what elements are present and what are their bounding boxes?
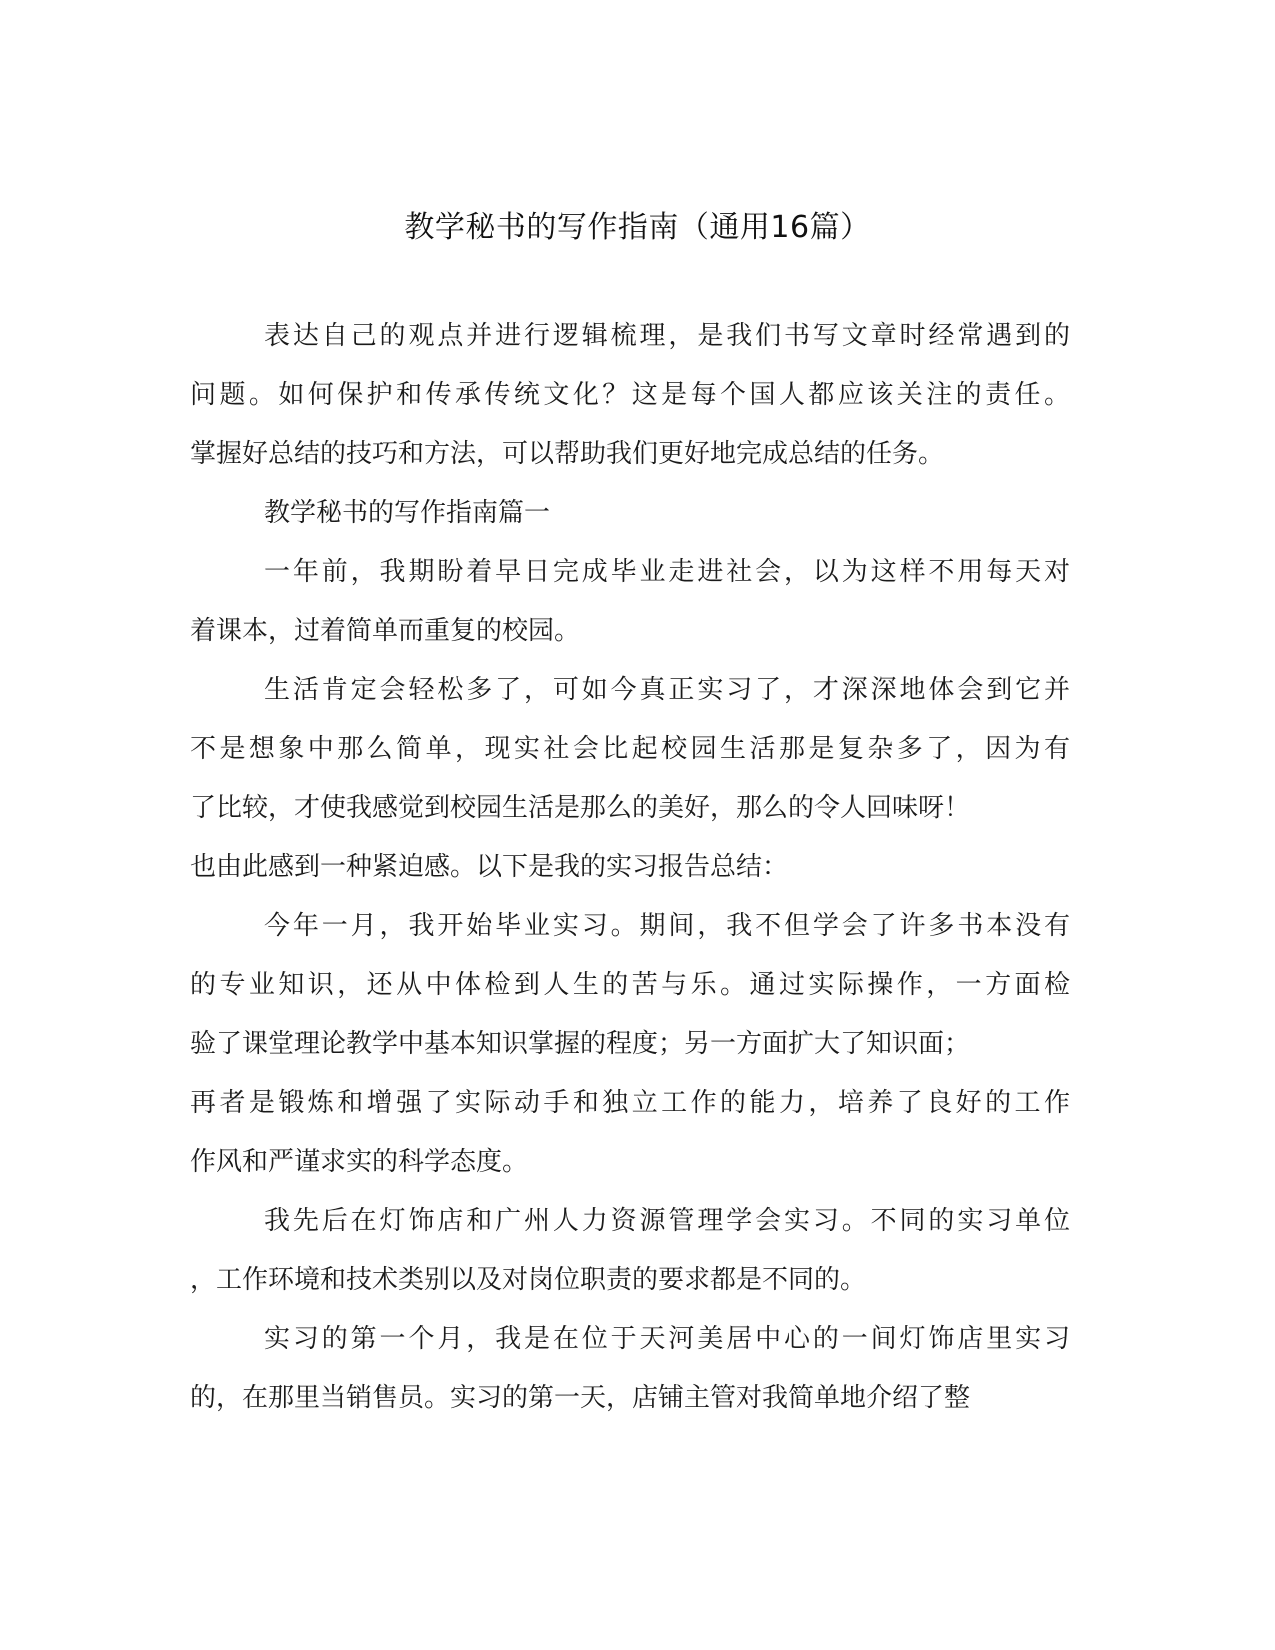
paragraph-line: 也由此感到一种紧迫感。以下是我的实习报告总结： — [190, 852, 789, 882]
paragraph-line: 生活肯定会轻松多了，可如今真正实习了，才深深地体会到它并 — [264, 675, 1070, 705]
paragraph-line: 一年前，我期盼着早日完成毕业走进社会，以为这样不用每天对 — [264, 557, 1070, 587]
document-title: 教学秘书的写作指南（通用16篇） — [404, 210, 871, 245]
paragraph-line: 掌握好总结的技巧和方法，可以帮助我们更好地完成总结的任务。 — [190, 439, 945, 469]
paragraph-line: 再者是锻炼和增强了实际动手和独立工作的能力，培养了良好的工作 — [190, 1088, 1070, 1118]
paragraph-line: 实习的第一个月，我是在位于天河美居中心的一间灯饰店里实习 — [264, 1324, 1070, 1354]
paragraph-line: 我先后在灯饰店和广州人力资源管理学会实习。不同的实习单位 — [264, 1206, 1070, 1236]
paragraph-line: 作风和严谨求实的科学态度。 — [190, 1147, 529, 1177]
paragraph-line: 表达自己的观点并进行逻辑梳理，是我们书写文章时经常遇到的 — [264, 321, 1070, 351]
paragraph-line: 不是想象中那么简单，现实社会比起校园生活那是复杂多了，因为有 — [190, 734, 1070, 764]
paragraph-line: ，工作环境和技术类别以及对岗位职责的要求都是不同的。 — [190, 1265, 867, 1295]
section-heading: 教学秘书的写作指南篇一 — [264, 498, 551, 528]
paragraph-line: 的专业知识，还从中体检到人生的苦与乐。通过实际操作，一方面检 — [190, 970, 1070, 1000]
paragraph-line: 了比较，才使我感觉到校园生活是那么的美好，那么的令人回味呀！ — [190, 793, 971, 823]
paragraph-line: 今年一月，我开始毕业实习。期间，我不但学会了许多书本没有 — [264, 911, 1070, 941]
paragraph-line: 的，在那里当销售员。实习的第一天，店铺主管对我简单地介绍了整 — [190, 1383, 971, 1413]
paragraph-line: 验了课堂理论教学中基本知识掌握的程度；另一方面扩大了知识面； — [190, 1029, 971, 1059]
paragraph-line: 问题。如何保护和传承传统文化？这是每个国人都应该关注的责任。 — [190, 380, 1070, 410]
paragraph-line: 着课本，过着简单而重复的校园。 — [190, 616, 581, 646]
